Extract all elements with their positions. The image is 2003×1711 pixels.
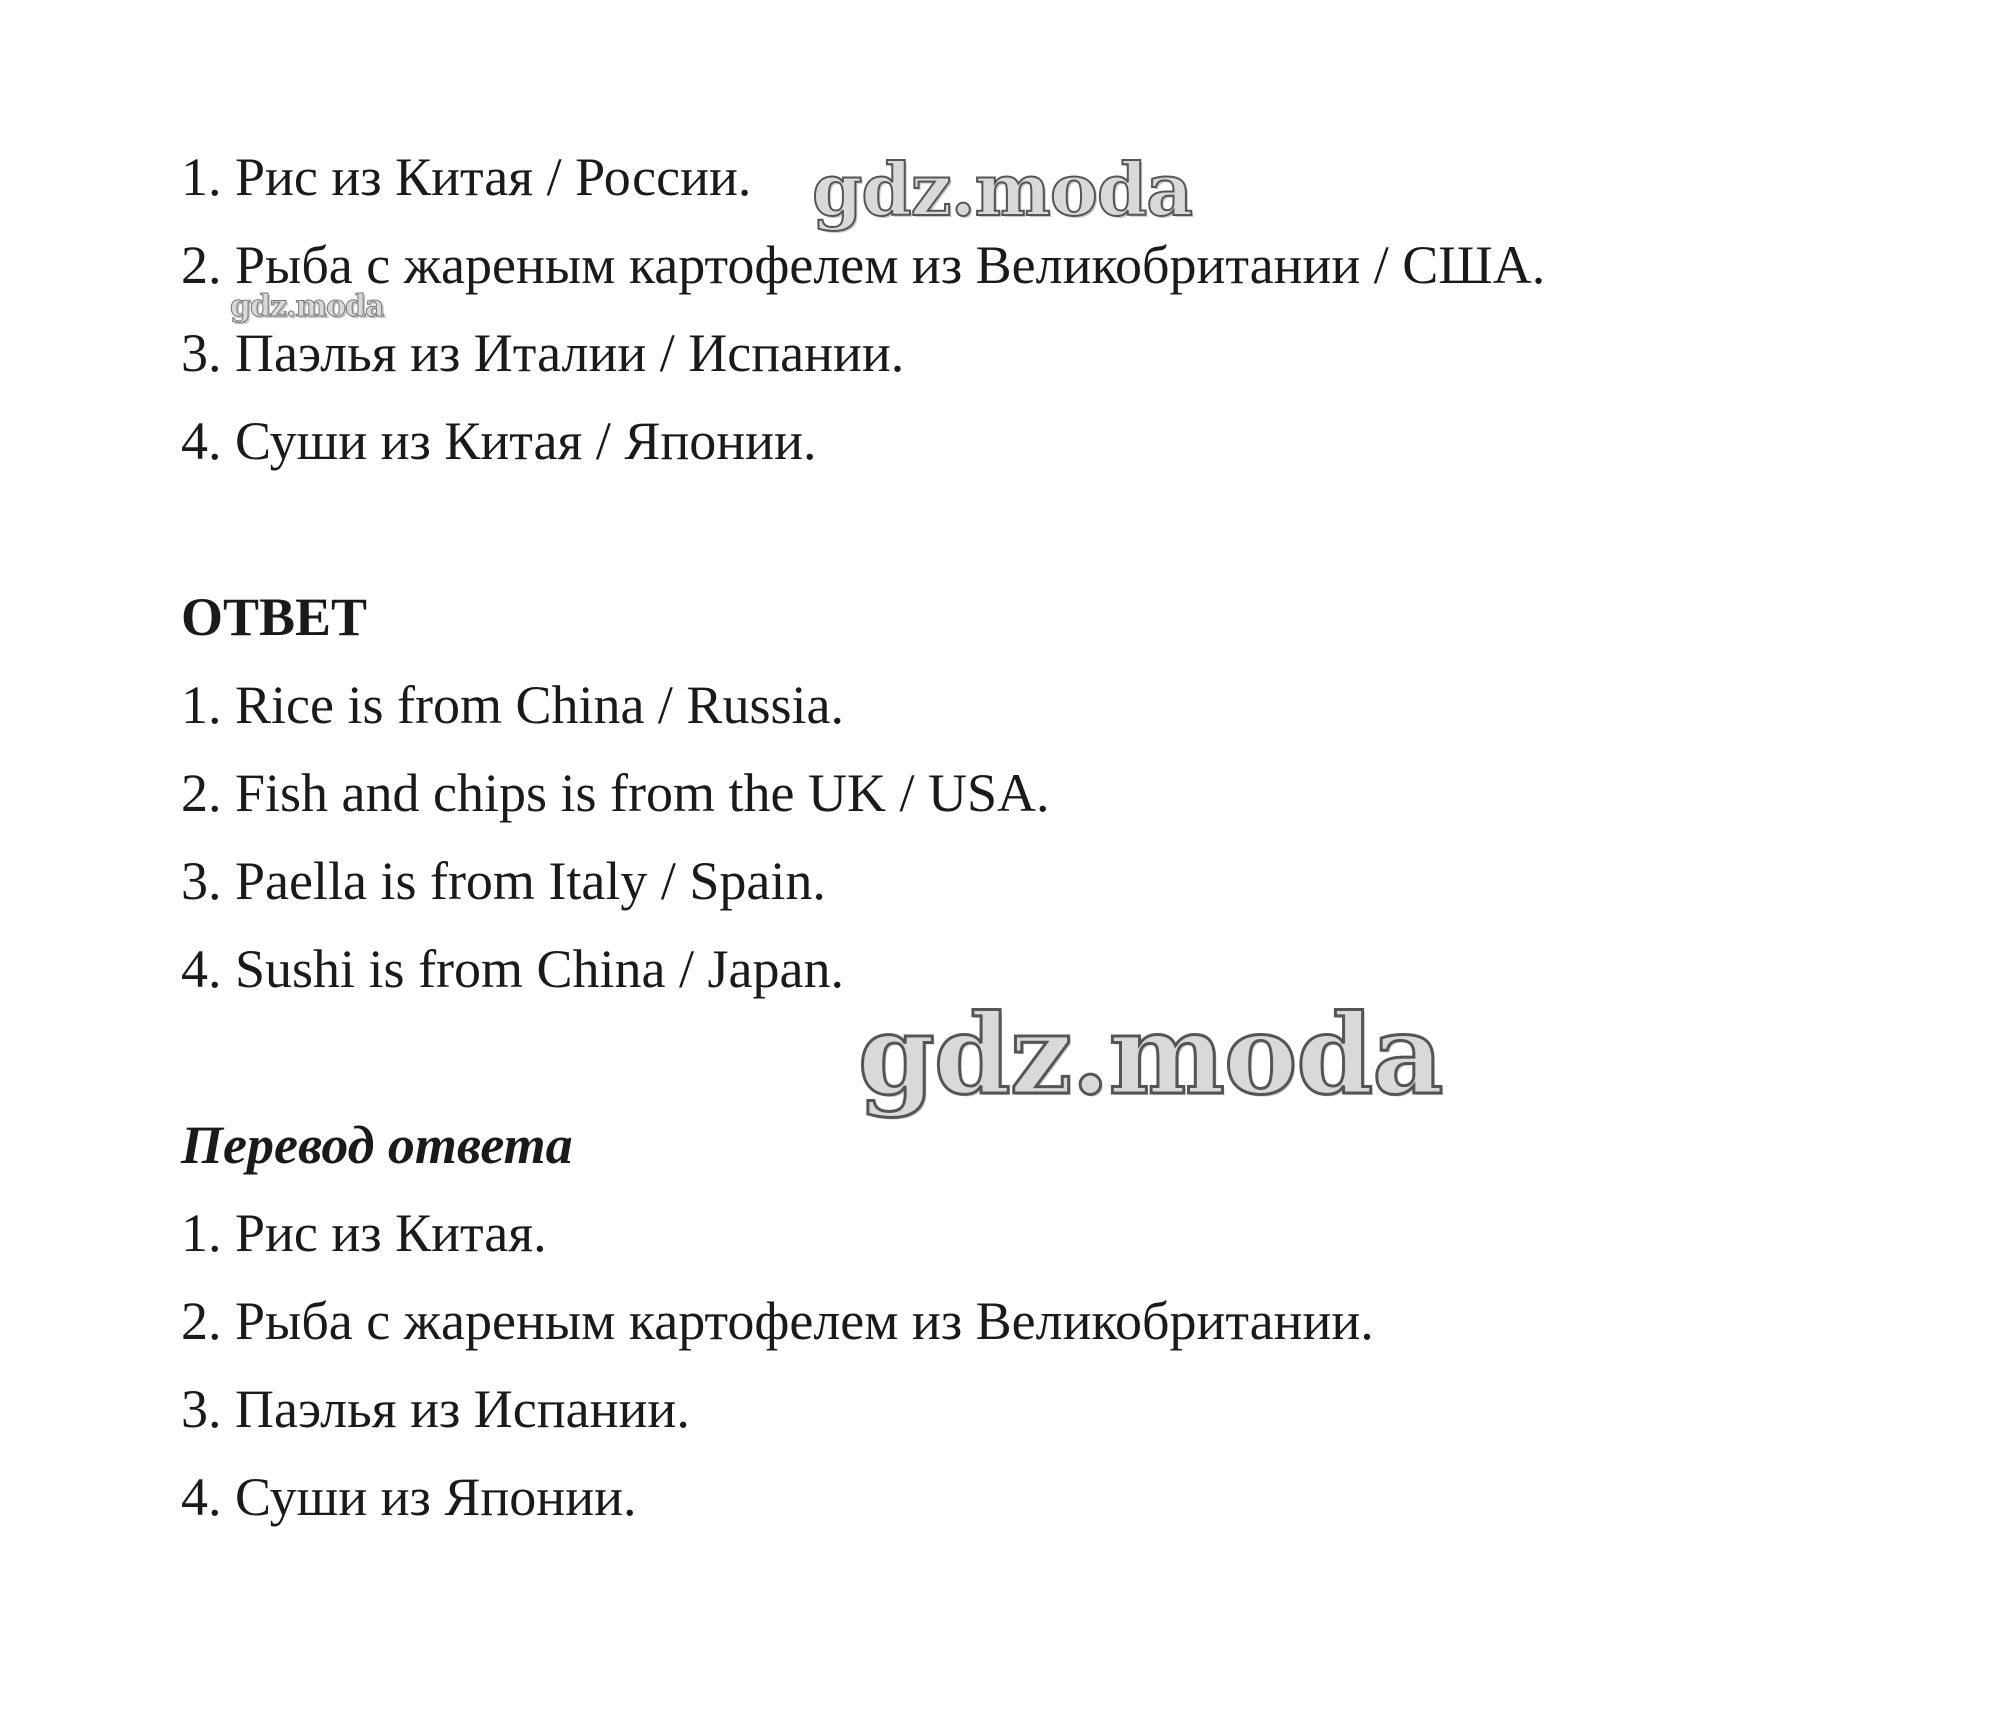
answer-heading: ОТВЕТ [181, 587, 368, 647]
answer-line-3: 3. Paella is from Italy / Spain. [181, 851, 826, 911]
translation-line-4: 4. Суши из Японии. [181, 1467, 637, 1527]
watermark-logo: gdz.moda [812, 147, 1192, 232]
translation-line-2: 2. Рыба с жареным картофелем из Великобритании. [181, 1291, 1374, 1351]
translation-line-3: 3. Паэлья из Испании. [181, 1379, 690, 1439]
watermark-logo-large: gdz.moda [858, 990, 1443, 1119]
watermark-logo-small: gdz.moda [230, 289, 384, 324]
task-line-4: 4. Суши из Китая / Японии. [181, 411, 817, 471]
translation-line-1: 1. Рис из Китая. [181, 1203, 547, 1263]
answer-line-4: 4. Sushi is from China / Japan. [181, 939, 844, 999]
answer-line-2: 2. Fish and chips is from the UK / USA. [181, 763, 1050, 823]
task-line-1: 1. Рис из Китая / России. [181, 147, 752, 207]
translation-heading: Перевод ответа [181, 1115, 573, 1175]
answer-line-1: 1. Rice is from China / Russia. [181, 675, 844, 735]
task-line-2: 2. Рыба с жареным картофелем из Великобритании / США. [181, 235, 1546, 295]
task-line-3: 3. Паэлья из Италии / Испании. [181, 323, 905, 383]
